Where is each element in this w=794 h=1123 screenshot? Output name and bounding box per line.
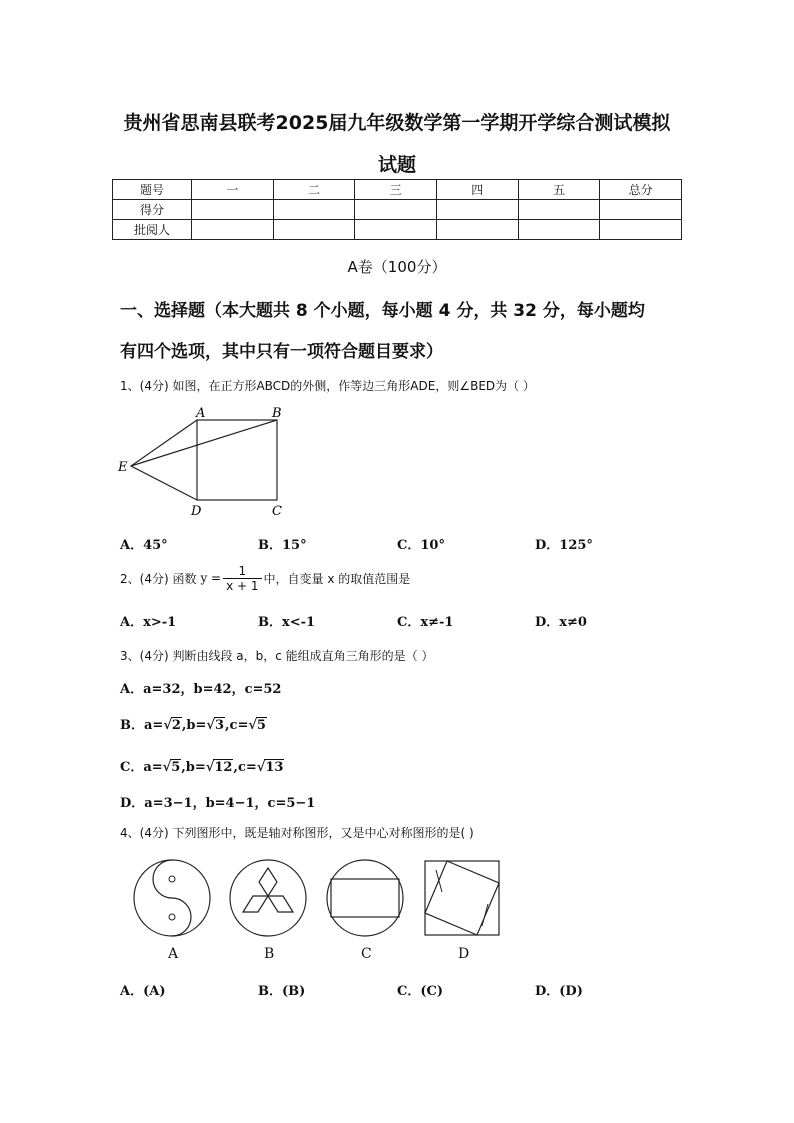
header-cell: 总分 bbox=[600, 180, 682, 200]
q3-option-c[interactable]: C．a=√5,b=√12,c=√13 bbox=[120, 760, 284, 775]
q4-figure-c-rectangle bbox=[323, 856, 409, 940]
reviewer-cell[interactable] bbox=[273, 220, 355, 240]
point-a-label: A bbox=[196, 406, 206, 421]
score-cell[interactable] bbox=[273, 200, 355, 220]
q3b-a-radicand: 2 bbox=[171, 718, 181, 733]
q1-figure bbox=[114, 404, 294, 520]
q2-numerator: 1 bbox=[223, 564, 261, 579]
q1-text: 1、(4分) 如图，在正方形ABCD的外侧，作等边三角形ADE，则∠BED为（ ） bbox=[120, 379, 535, 393]
header-cell: 四 bbox=[436, 180, 518, 200]
q1-option-c[interactable]: C．10° bbox=[397, 538, 445, 553]
q3c-b-label: ,b= bbox=[181, 760, 206, 775]
q4-option-b[interactable]: B．(B) bbox=[258, 984, 306, 999]
q3b-b-radicand: 3 bbox=[214, 718, 225, 733]
q3c-c-radicand: 13 bbox=[265, 760, 284, 775]
doc-title-line1: 贵州省思南县联考2025届九年级数学第一学期开学综合测试模拟 bbox=[123, 112, 671, 134]
q4-figure-a-label: A bbox=[168, 946, 179, 962]
score-cell[interactable] bbox=[355, 200, 437, 220]
q2-text-after: 中，自变量 x 的取值范围是 bbox=[263, 571, 411, 586]
header-cell: 二 bbox=[273, 180, 355, 200]
section1-heading-line1: 一、选择题（本大题共 8 个小题，每小题 4 分，共 32 分，每小题均 bbox=[120, 301, 645, 321]
score-table-header-row bbox=[113, 180, 682, 200]
score-cell[interactable] bbox=[518, 200, 600, 220]
q4-figure-b-label: B bbox=[264, 946, 275, 962]
reviewer-cell[interactable] bbox=[192, 220, 274, 240]
q4-option-c[interactable]: C．(C) bbox=[397, 984, 443, 999]
point-b-label: B bbox=[272, 406, 282, 421]
q3-option-d[interactable]: D．a=3−1，b=4−1，c=5−1 bbox=[120, 796, 316, 811]
q3b-c-label: ,c= bbox=[225, 718, 249, 733]
q4-figure-a-yinyang bbox=[128, 856, 218, 940]
header-cell: 题号 bbox=[113, 180, 192, 200]
row-label: 批阅人 bbox=[113, 220, 192, 240]
score-cell[interactable] bbox=[436, 200, 518, 220]
section-a-heading: A卷（100分） bbox=[347, 258, 447, 276]
q2-text bbox=[120, 558, 410, 598]
q3c-prefix: C．a= bbox=[120, 760, 163, 775]
doc-title-line2: 试题 bbox=[377, 154, 416, 176]
q3c-a-radicand: 5 bbox=[171, 760, 181, 775]
q2-denominator: x + 1 bbox=[226, 578, 259, 593]
q2-function-y: y = bbox=[200, 571, 222, 585]
q2-option-a[interactable]: A．x>-1 bbox=[120, 615, 177, 630]
point-d-label: D bbox=[191, 504, 202, 519]
q4-text: 4、(4分) 下列图形中，既是轴对称图形，又是中心对称图形的是( ) bbox=[120, 826, 474, 840]
q1-option-d[interactable]: D．125° bbox=[535, 538, 593, 553]
q4-option-d[interactable]: D．(D) bbox=[535, 984, 583, 999]
reviewer-cell[interactable] bbox=[600, 220, 682, 240]
q2-option-d[interactable]: D．x≠0 bbox=[535, 615, 587, 630]
triangle-ade bbox=[131, 420, 197, 500]
score-row bbox=[113, 200, 682, 220]
q4-figure-c-label: C bbox=[361, 946, 372, 962]
q1-option-b[interactable]: B．15° bbox=[258, 538, 307, 553]
q4-figure-d-label: D bbox=[458, 946, 470, 962]
q3b-c-radicand: 5 bbox=[256, 718, 266, 733]
q4-option-a[interactable]: A．(A) bbox=[120, 984, 166, 999]
header-cell: 五 bbox=[518, 180, 600, 200]
row-label: 得分 bbox=[113, 200, 192, 220]
score-cell[interactable] bbox=[600, 200, 682, 220]
q2-option-c[interactable]: C．x≠-1 bbox=[397, 615, 454, 630]
q3b-b-label: ,b= bbox=[181, 718, 207, 733]
segment-be bbox=[131, 420, 277, 466]
q4-figure-d-squares bbox=[420, 856, 504, 940]
q3-option-a[interactable]: A．a=32，b=42，c=52 bbox=[120, 682, 282, 697]
q3b-prefix: B．a= bbox=[120, 718, 164, 733]
q2-option-b[interactable]: B．x<-1 bbox=[258, 615, 316, 630]
q3-option-b[interactable]: B．a=√2,b=√3,c=√5 bbox=[120, 718, 266, 733]
reviewer-cell[interactable] bbox=[436, 220, 518, 240]
q3-text: 3、(4分) 判断由线段 a，b，c 能组成直角三角形的是（ ） bbox=[120, 649, 434, 663]
header-cell: 一 bbox=[192, 180, 274, 200]
reviewer-row bbox=[113, 220, 682, 240]
point-c-label: C bbox=[272, 504, 282, 519]
reviewer-cell[interactable] bbox=[518, 220, 600, 240]
q2-text-before: 2、(4分) 函数 bbox=[120, 571, 197, 586]
reviewer-cell[interactable] bbox=[355, 220, 437, 240]
q3c-c-label: ,c= bbox=[233, 760, 257, 775]
header-cell: 三 bbox=[355, 180, 437, 200]
score-cell[interactable] bbox=[192, 200, 274, 220]
q3c-b-radicand: 12 bbox=[214, 760, 233, 775]
q2-fraction bbox=[223, 564, 261, 593]
point-e-label: E bbox=[118, 460, 128, 475]
section1-heading-line2: 有四个选项，其中只有一项符合题目要求） bbox=[120, 342, 443, 362]
score-table bbox=[112, 179, 682, 240]
q1-option-a[interactable]: A．45° bbox=[120, 538, 168, 553]
q4-figure-b-diamonds bbox=[226, 856, 312, 940]
